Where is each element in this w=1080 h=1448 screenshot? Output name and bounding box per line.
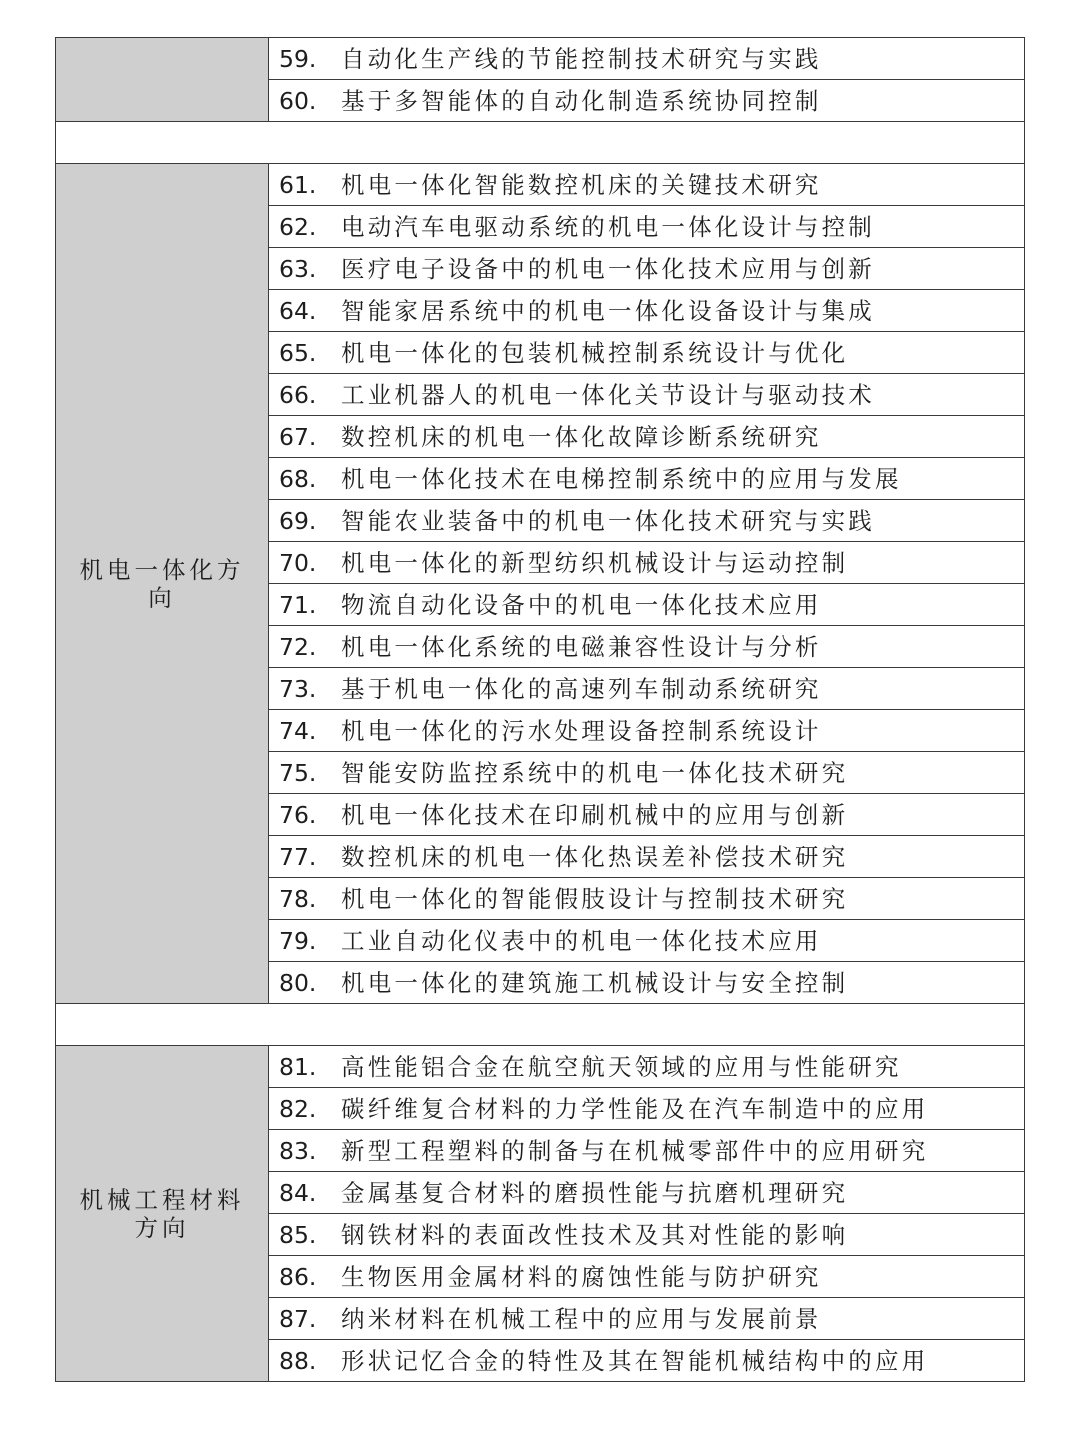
topic-cell — [269, 1340, 1025, 1382]
topic-title: 数控机床的机电一体化故障诊断系统研究 — [341, 422, 822, 451]
topic-title: 机电一体化技术在印刷机械中的应用与创新 — [341, 800, 849, 829]
topic-title: 智能安防监控系统中的机电一体化技术研究 — [341, 758, 849, 787]
topic-cell — [269, 584, 1025, 626]
topic-title: 智能家居系统中的机电一体化设备设计与集成 — [341, 296, 875, 325]
topic-title: 机电一体化的智能假肢设计与控制技术研究 — [341, 884, 849, 913]
topic-title: 机电一体化智能数控机床的关键技术研究 — [341, 170, 822, 199]
topic-number: 73. — [279, 674, 317, 703]
topic-number: 60. — [279, 86, 317, 115]
topic-cell — [269, 416, 1025, 458]
topic-title: 形状记忆合金的特性及其在智能机械结构中的应用 — [341, 1346, 929, 1375]
topic-cell — [269, 542, 1025, 584]
topic-number: 87. — [279, 1304, 317, 1333]
topic-number: 81. — [279, 1052, 317, 1081]
topic-cell — [269, 164, 1025, 206]
topic-cell — [269, 38, 1025, 80]
topic-cell — [269, 1298, 1025, 1340]
topic-number: 61. — [279, 170, 317, 199]
topic-title: 数控机床的机电一体化热误差补偿技术研究 — [341, 842, 849, 871]
topic-cell — [269, 458, 1025, 500]
topic-number: 68. — [279, 464, 317, 493]
topic-number: 83. — [279, 1136, 317, 1165]
topic-number: 59. — [279, 44, 317, 73]
topic-number: 78. — [279, 884, 317, 913]
topic-title: 工业机器人的机电一体化关节设计与驱动技术 — [341, 380, 875, 409]
topic-number: 62. — [279, 212, 317, 241]
topic-title: 碳纤维复合材料的力学性能及在汽车制造中的应用 — [341, 1094, 929, 1123]
topic-title: 高性能铝合金在航空航天领域的应用与性能研究 — [341, 1052, 902, 1081]
topic-title: 基于机电一体化的高速列车制动系统研究 — [341, 674, 822, 703]
topic-number: 63. — [279, 254, 317, 283]
topic-number: 64. — [279, 296, 317, 325]
topic-cell — [269, 668, 1025, 710]
topic-cell — [269, 836, 1025, 878]
topic-number: 75. — [279, 758, 317, 787]
table-row — [56, 164, 1025, 206]
topic-number: 69. — [279, 506, 317, 535]
topic-title: 钢铁材料的表面改性技术及其对性能的影响 — [341, 1220, 849, 1249]
topic-title: 机电一体化系统的电磁兼容性设计与分析 — [341, 632, 822, 661]
spacer-cell — [56, 1004, 1025, 1046]
topic-number: 79. — [279, 926, 317, 955]
topic-number: 86. — [279, 1262, 317, 1291]
topic-cell — [269, 374, 1025, 416]
topic-title: 金属基复合材料的磨损性能与抗磨机理研究 — [341, 1178, 849, 1207]
topic-cell — [269, 1130, 1025, 1172]
table-row — [56, 1046, 1025, 1088]
topic-cell — [269, 1214, 1025, 1256]
topic-title: 智能农业装备中的机电一体化技术研究与实践 — [341, 506, 875, 535]
topic-number: 76. — [279, 800, 317, 829]
topic-number: 72. — [279, 632, 317, 661]
topic-title: 工业自动化仪表中的机电一体化技术应用 — [341, 926, 822, 955]
topic-table — [55, 37, 1025, 1382]
topic-number: 74. — [279, 716, 317, 745]
topic-title: 电动汽车电驱动系统的机电一体化设计与控制 — [341, 212, 875, 241]
topic-title: 机电一体化的污水处理设备控制系统设计 — [341, 716, 822, 745]
topic-cell — [269, 752, 1025, 794]
topic-title: 物流自动化设备中的机电一体化技术应用 — [341, 590, 822, 619]
topic-title: 机电一体化的包装机械控制系统设计与优化 — [341, 338, 849, 367]
topic-cell — [269, 962, 1025, 1004]
topic-title: 自动化生产线的节能控制技术研究与实践 — [341, 44, 822, 73]
topic-cell — [269, 500, 1025, 542]
topic-number: 85. — [279, 1220, 317, 1249]
topic-number: 77. — [279, 842, 317, 871]
topic-number: 80. — [279, 968, 317, 997]
spacer-row — [56, 122, 1025, 164]
topic-number: 88. — [279, 1346, 317, 1375]
topic-title: 机电一体化的新型纺织机械设计与运动控制 — [341, 548, 849, 577]
topic-title: 机电一体化的建筑施工机械设计与安全控制 — [341, 968, 849, 997]
topic-number: 66. — [279, 380, 317, 409]
topic-number: 70. — [279, 548, 317, 577]
topic-title: 基于多智能体的自动化制造系统协同控制 — [341, 86, 822, 115]
topic-cell — [269, 1172, 1025, 1214]
topic-title: 新型工程塑料的制备与在机械零部件中的应用研究 — [341, 1136, 929, 1165]
topic-cell — [269, 1256, 1025, 1298]
topic-cell — [269, 1046, 1025, 1088]
topic-title: 纳米材料在机械工程中的应用与发展前景 — [341, 1304, 822, 1333]
topic-cell — [269, 626, 1025, 668]
topic-number: 71. — [279, 590, 317, 619]
topic-number: 82. — [279, 1094, 317, 1123]
topic-title: 生物医用金属材料的腐蚀性能与防护研究 — [341, 1262, 822, 1291]
topic-number: 67. — [279, 422, 317, 451]
topic-title: 医疗电子设备中的机电一体化技术应用与创新 — [341, 254, 875, 283]
topic-cell — [269, 290, 1025, 332]
topic-cell — [269, 1088, 1025, 1130]
topic-cell — [269, 332, 1025, 374]
category-cell: 机电一体化方向 — [56, 164, 269, 1004]
topic-cell — [269, 80, 1025, 122]
topic-cell — [269, 710, 1025, 752]
topic-cell — [269, 794, 1025, 836]
topic-cell — [269, 206, 1025, 248]
topic-title: 机电一体化技术在电梯控制系统中的应用与发展 — [341, 464, 902, 493]
category-cell — [56, 38, 269, 122]
category-cell: 机械工程材料方向 — [56, 1046, 269, 1382]
topic-cell — [269, 248, 1025, 290]
topic-number: 84. — [279, 1178, 317, 1207]
spacer-row — [56, 1004, 1025, 1046]
topic-cell — [269, 878, 1025, 920]
topic-number: 65. — [279, 338, 317, 367]
table-row — [56, 38, 1025, 80]
topic-cell — [269, 920, 1025, 962]
spacer-cell — [56, 122, 1025, 164]
